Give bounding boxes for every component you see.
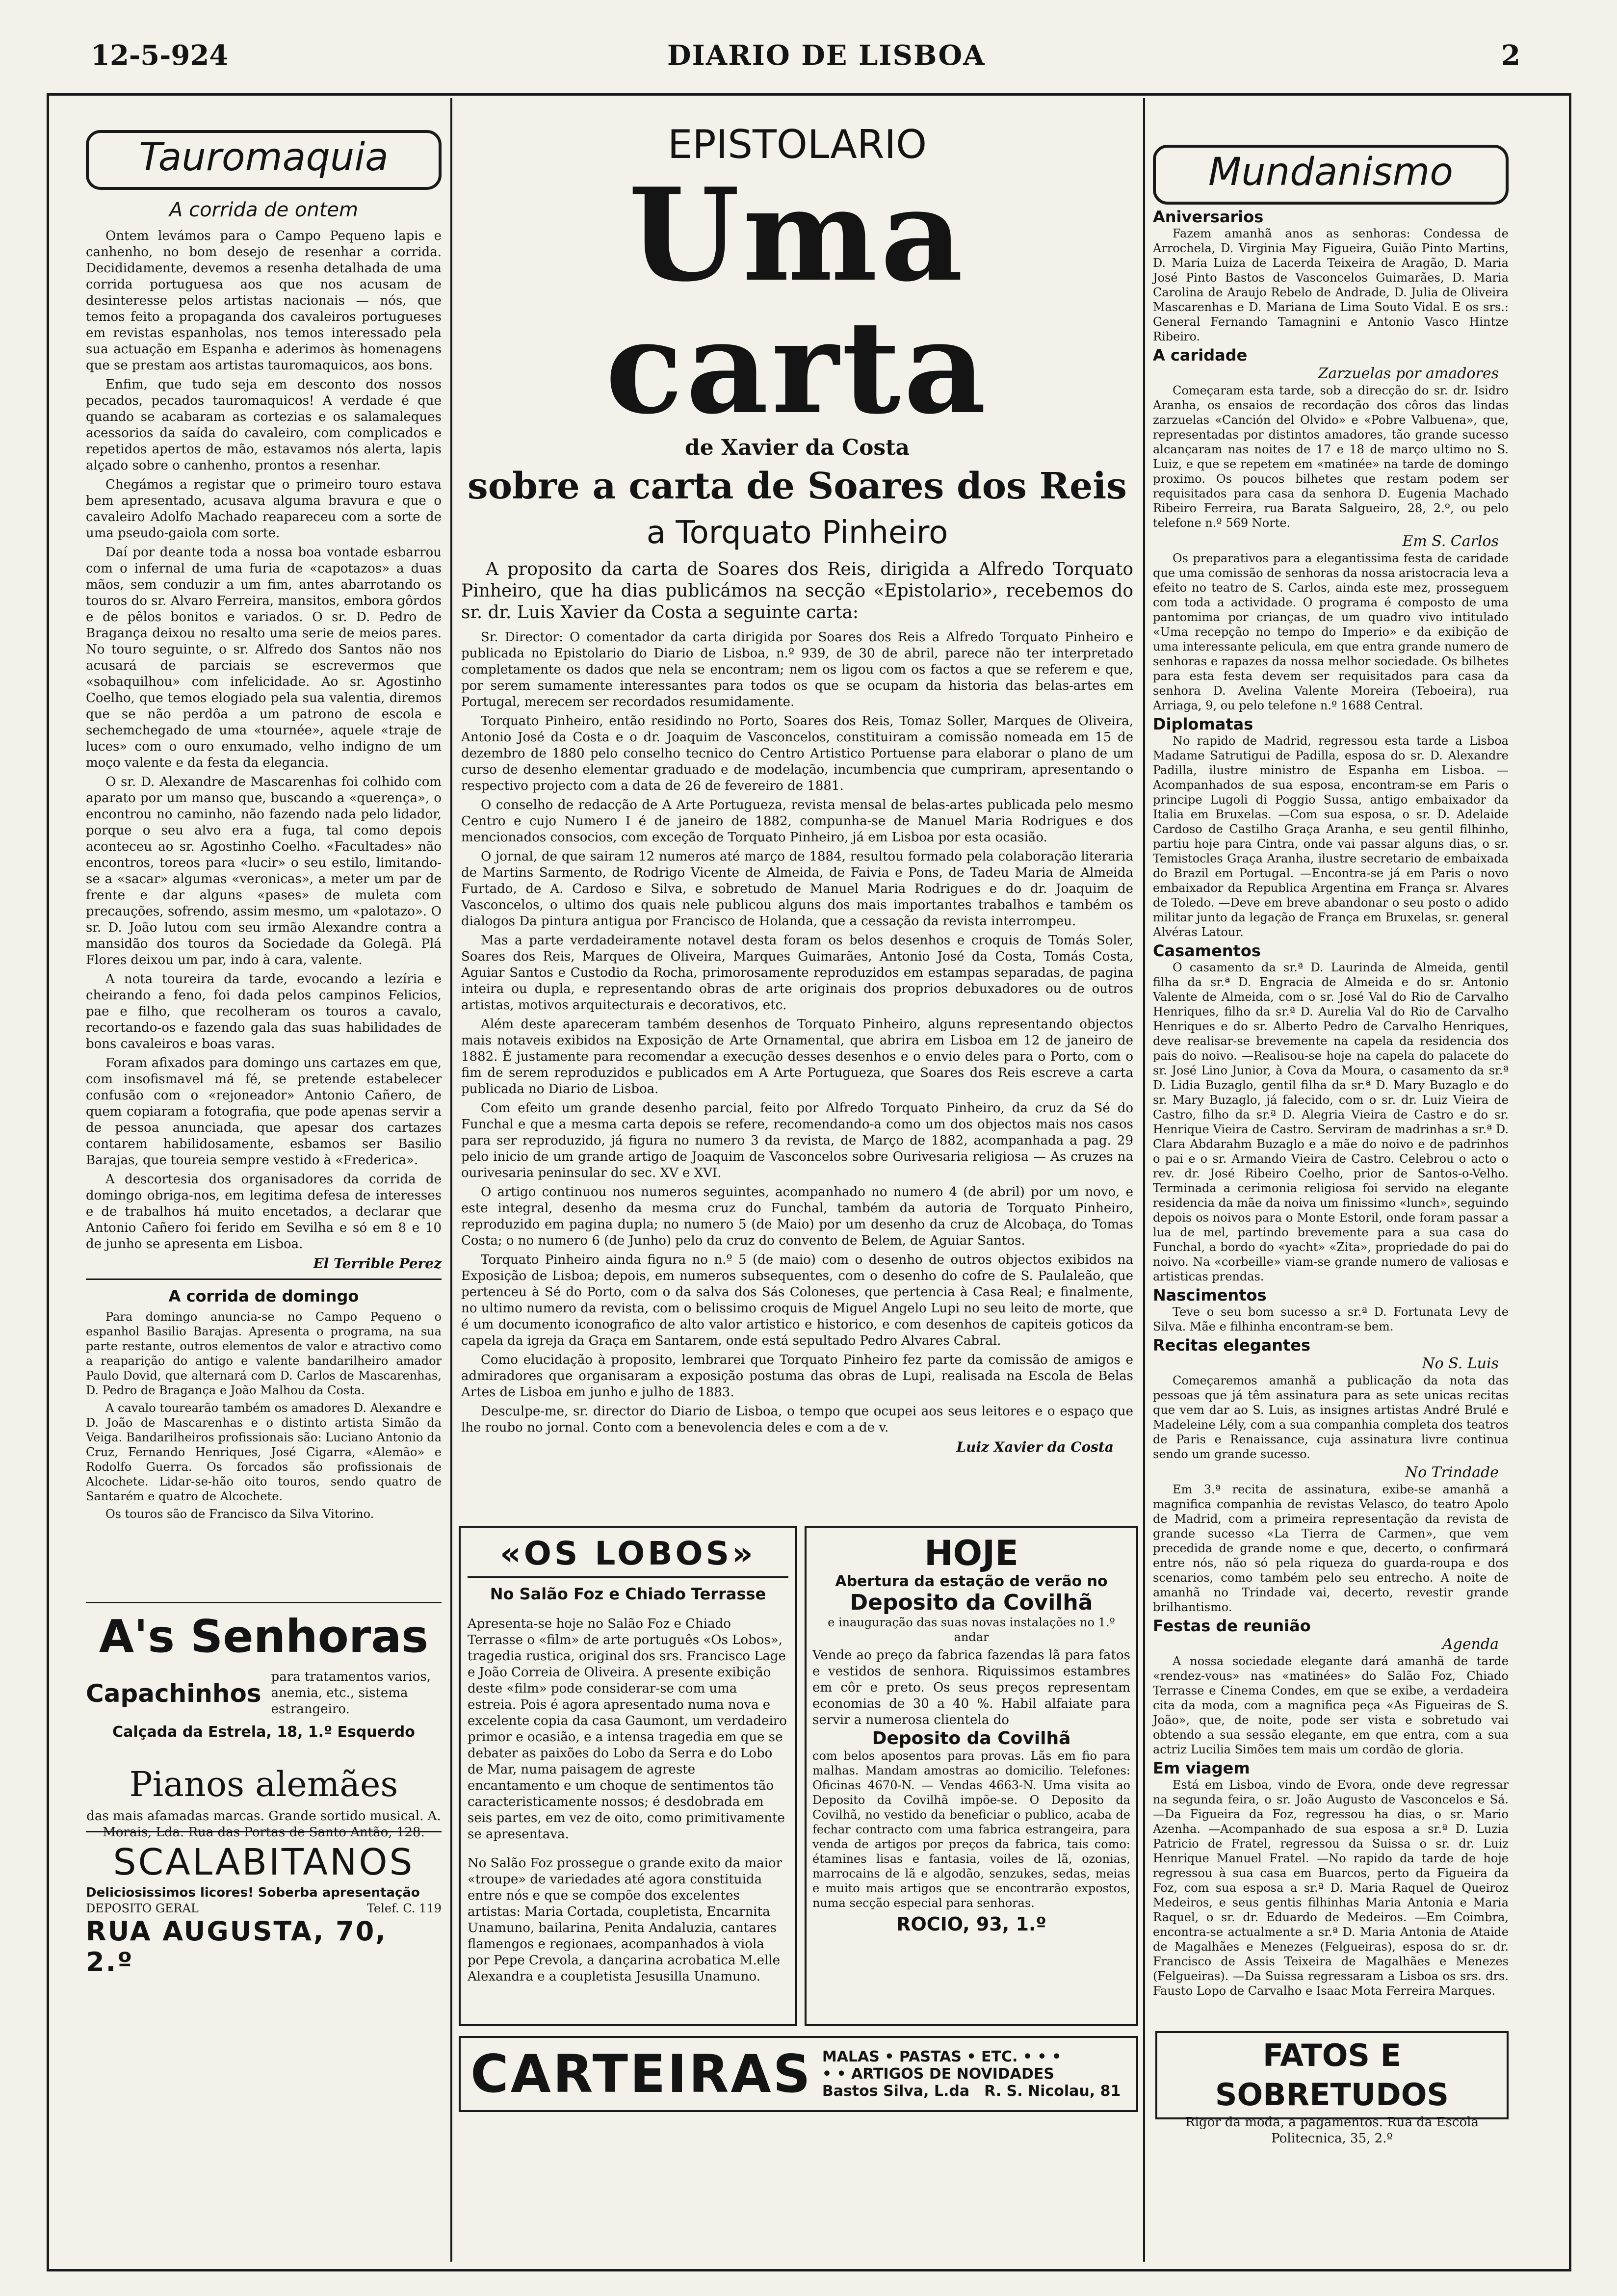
society-section-text: No rapido de Madrid, regressou esta tarde a Lisboa Madame Satrutigui de Padilla, esposa do sr. D. Alexandre Padilla, ilustre ministro de Espanha em Lisboa. —Acompanhados de sua esposa, encontram-se em Paris o principe Lugoli di Poggio Sussa, antigo embaixador da Italia em Bruxelas. —Com sua esposa, o sr. D. Adelaide Cardoso de Castilho Graça Aranha, e seu gentil filhinho, partiu hoje para Cintra, onde vai passar alguns dias, o sr. Temistocles Graça Aranha, ilustre secretario de embaixada do Brazil em Portugal. —Encontra-se já em Paris o novo embaixador da Republica Argentina em França sr. Alvares de Toledo. —Deve em breve abandonar o seu posto o adido militar junto da legação de França em Bruxelas, sr. general Alvéras Latour. xyxy=(1153,734,1509,939)
ad-os-lobos xyxy=(459,1526,797,2026)
society-section-title: Festas de reunião xyxy=(1153,1617,1311,1635)
ad-scalabitanos-deposit: DEPOSITO GERAL xyxy=(86,1902,199,1915)
ad-os-lobos-title: «OS LOBOS» xyxy=(500,1535,756,1572)
society-section-text: O casamento da sr.ª D. Laurinda de Almeida, gentil filha da sr.ª D. Engracia de Almeida e do sr. Antonio Valente de Almeida, com o sr. José Val do Rio de Carvalho Henriques, filho da sr.ª D. Aurelia Val do Rio de Carvalho Henriques e do sr. Alberto Pedro de Carvalho Henriques, deve realisar-se brevemente na capela da residencia dos pais do noivo. —Realisou-se hoje na capela do palacete do sr. José Lino Junior, à Cova da Moura, o casamento da sr.ª D. Lidia Buzaglo, gentil filha da sr.ª D. Mary Buzaglo e do sr. Mary Buzaglo, já falecido, com o sr. dr. Luiz Vieira de Castro, filho da sr.ª D. Alegria Vieira de Castro e do sr. Henrique Vieira de Castro. Serviram de madrinhas a sr.ª D. Clara Abdarahm Buzaglo e a mãe do noivo e de padrinhos o pai e o sr. Armando Vieira de Castro. Celebrou o acto o rev. dr. José Ribeiro Coelho, prior de Santos-o-Velho. Terminada a cerimonia religiosa foi servido na elegante residencia da mãe da noiva um finissimo «lunch», seguindo depois os noivos para o Monte Estoril, onde foram passar a lua de mel, partindo brevemente para a sua casa do Funchal, a bordo do «yacht» «Zita», propriedade do pai do noivo. Na «corbeille» viam-se grande numero de valiosas e artisticas prendas. xyxy=(1153,961,1509,1283)
ad-scalabitanos-phone: Telef. C. 119 xyxy=(366,1902,442,1915)
paragraph: Mas a parte verdadeiramente notavel desta foram os belos desenhos e croquis de Tomás Soler, Soares dos Reis, Marques de Oliveira, Marques Guimarães, Antonio José da Costa, Tomás Costa, Aguiar Santos e Custodio da Rocha, primorosamente reproduzidos em estampas separadas, de pagina inteira ou dupla, e representando obras de arte originais dos proprios debuxadores ou de outros artistas, motivos arquitecturais e decorativos, etc. xyxy=(461,933,1133,1013)
ad-carteiras xyxy=(459,2036,1138,2112)
masthead: DIARIO DE LISBOA xyxy=(667,39,986,72)
ad-fatos-text: Rigor da moda, a pagamentos. Rua da Escola Politecnica, 35, 2.º xyxy=(1185,2115,1479,2146)
divider xyxy=(86,1278,442,1280)
epistolario-kicker: EPISTOLARIO xyxy=(667,122,927,167)
society-section-text: A nossa sociedade elegante dará amanhã de tarde «rendez-vous» nas «matinées» do Salão Foz, Chiado Terrasse e Cinema Condes, em que se exibe, a verdadeira cita da moda, com a magnifica peça «As Figueiras de S. João», que, de noite, pode ser vista e sobretudo vai obtendo a sua sessão elegante, em que entra, com a sua actriz Lucilia Simões tem mais um cordão de gloria. xyxy=(1153,1654,1509,1756)
page-number: 2 xyxy=(1501,39,1520,72)
society-section-text: Teve o seu bom sucesso a sr.ª D. Fortunata Levy de Silva. Mãe e filhinha encontram-se bem. xyxy=(1153,1305,1509,1333)
ad-os-lobos-text xyxy=(468,1616,788,1985)
paragraph: Como elucidação à proposito, lembrarei que Torquato Pinheiro fez parte da comissão de amigos e admiradores que organisaram a exposição postuma das obras de Lupi, realisada na Escola de Belas Artes de Lisboa em junho e julho de 1883. xyxy=(461,1353,1133,1400)
ad-hoje-body: Vende ao preço da fabrica fazendas lã para fatos e vestidos de senhora. Riquissimos estambres em côr e preto. Os seus preços representam economias de 30 a 40 %. Habil alfaiate para servir a numerosa clientela do xyxy=(812,1648,1130,1727)
letter-body xyxy=(461,629,1133,1436)
society-section-text: Fazem amanhã anos as senhoras: Condessa de Arrochela, D. Virginia May Figueira, Guião Pinto Martins, D. Maria Luiza de Lacerda Teixeira de Aragão, D. Maria José Pinto Bastos de Vasconcelos Guimarães, D. Maria Carolina de Araujo Rebelo de Andrade, D. Julia de Oliveira Mascarenhas e D. Mariana de Lima Souto Vidal. E os srs.: General Fernando Tamagnini e Antonio Vasco Hintze Ribeiro. xyxy=(1153,227,1509,343)
ad-pianos-title: Pianos alemães xyxy=(129,1764,398,1804)
society-section-title: Aniversarios xyxy=(1153,208,1264,226)
ad-hoje-line2: Deposito da Covilhã xyxy=(850,1590,1093,1615)
ad-pianos-text: das mais afamadas marcas. Grande sortido musical. A. Morais, Lda. Rua das Portas de Santo Antão, 128. xyxy=(86,1809,441,1840)
sunday-article xyxy=(86,1309,442,1521)
ad-scalabitanos xyxy=(86,1840,442,1978)
ad-senhoras-text: para tratamentos varios, anemia, etc., sistema estrangeiro. xyxy=(271,1670,431,1717)
society-section-title: No Trindade xyxy=(1405,1464,1499,1481)
paragraph: Torquato Pinheiro, então residindo no Porto, Soares dos Reis, Tomaz Soller, Marques de Oliveira, Antonio José da Costa e o dr. Joaquim de Vasconcelos, constituiram a comissão nomeada em 15 de dezembro de 1880 pelo conselho tecnico do Centro Artistico Portuense para elaborar o plano de um curso de desenho elementar graduado e de modelação, incumbencia que cumpriram, apresentando o respectivo projecto com a data de 26 de fevereiro de 1881. xyxy=(461,714,1133,793)
paragraph: O sr. D. Alexandre de Mascarenhas foi colhido com aparato por um manso que, buscando a «querença», o encontrou no caminho, não fazendo nada pelo lidador, porque o seu alvo era a fuga, tal como depois aconteceu ao sr. Agostinho Coelho. «Facultades» não encontros, toreos para «lucir» o seu estilo, limitando-se a «sacar» algumas «veronicas», a meter um par de frente e dar alguns «pases» de muleta com precauções, sofrendo, assim mesmo, um «palotazo». O sr. D. João lutou com seu irmão Alexandre contra a mansidão dos touros da Sociedade da Golegã. Plá Flores deixou um par, indo à cara, valente. xyxy=(86,775,442,967)
ad-hoje-line1: Abertura da estação de verão no xyxy=(835,1573,1108,1590)
header-date: 12-5-924 xyxy=(91,39,229,72)
center-column xyxy=(461,120,1133,1509)
ad-carteiras-address: R. S. Nicolau, 81 xyxy=(984,2083,1121,2100)
ad-fatos xyxy=(1155,2031,1509,2146)
ad-hoje-line3: Deposito da Covilhã xyxy=(872,1728,1071,1748)
ad-hoje-address: ROCIO, 93, 1.º xyxy=(896,1913,1046,1935)
ad-carteiras-store: Bastos Silva, L.da xyxy=(822,2083,970,2100)
sunday-subheading: A corrida de domingo xyxy=(168,1287,359,1305)
paragraph: Desculpe-me, sr. director do Diario de Lisboa, o tempo que ocupei aos seus leitores e o espaço que lhe roubo no jornal. Conto com a benevolencia deles e com a de v. xyxy=(461,1404,1133,1435)
paragraph: Os touros são de Francisco da Silva Vitorino. xyxy=(105,1507,374,1521)
society-section-text: Começaram esta tarde, sob a direcção do sr. dr. Isidro Aranha, os ensaios de recordação dos côros das lindas zarzuelas «Canción del Olvido» e «Pobre Valbuena», que, representadas por distintos amadores, tão grande sucesso alcançaram nas noites de 17 e 18 de março ultimo no S. Luiz, e que se repetem em «matinée» na tarde de domingo proximo. Os poucos bilhetes que restam podem ser requisitados para casa da senhora D. Eugenia Machado Ribeiro Ferreira, rua Barata Salgueiro, 28, 2.º, ou pelo telefone n.º 569 Norte. xyxy=(1153,384,1509,530)
society-notes xyxy=(1153,209,1509,1998)
letter-signature: Luiz Xavier da Costa xyxy=(956,1439,1114,1455)
ad-scalabitanos-line: Deliciosissimos licores! Soberba apresentação xyxy=(86,1885,420,1900)
ad-carteiras-line1: MALAS • PASTAS • ETC. • • • xyxy=(822,2048,1062,2065)
ad-senhoras-title: A's Senhoras xyxy=(99,1610,429,1663)
column-divider-left xyxy=(450,98,452,2262)
right-column xyxy=(1153,145,1509,2007)
ad-hoje-title: HOJE xyxy=(924,1533,1018,1573)
paragraph: Chegámos a registar que o primeiro touro estava bem apresentado, acusava alguma bravura e que o cavaleiro Adolfo Machado reapareceu com a sorte de uma pseudo-gaiola com sorte. xyxy=(86,477,442,541)
ad-hoje-body2: com belos aposentos para provas. Lãs em fio para malhas. Mandam amostras ao domicilio. Telefones: Oficinas 4670-N. — Vendas 4663-N. Uma visita ao Deposito da Covilhã impõe-se. O Deposito da Covilhã, no vestido da beneficiar o publico, acaba de fechar contracto com uma fabrica estrangeira, para venda de artigos por preços da fabrica, tais como: étamines lisas e fantasia, voiles de lã, ozonias, marrocains de lã e algodão, senzukes, sedas, meias e muito mais artigos que se encontrarão expostos, numa secção especial para senhoras. xyxy=(812,1749,1130,1910)
paragraph: Além deste apareceram também desenhos de Torquato Pinheiro, alguns representando objectos mais notaveis exibidos na Exposição de Arte Ornamental, que abrira em Lisboa em 12 de janeiro de 1882. É justamente para recomendar a execução desses desenhos e o envio deles para o Porto, com o fim de serem reproduzidos e publicados em A Arte Portugueza, que Soares dos Reis escreve a carta publicada no Diario de Lisboa. xyxy=(461,1017,1133,1096)
paragraph: Apresenta-se hoje no Salão Foz e Chiado Terrasse o «film» de arte português «Os Lobos», tragedia rustica, original dos srs. Francisco Lage e João Correia de Oliveira. A presente exibição deste «film» pode considerar-se com uma estreia. Pois é agora apresentado numa nova e excelente copia da casa Gaumont, um verdadeiro primor e ocasião, e a intensa tragedia em que se debater as paixões do Lobo da Serra e do Lobo de Mar, numa paisagem de agreste encantamento e um choque de sentimentos tão caracteristicamente nossos; é desdobrada em seis partes, em vez de oito, como primitivamente se apresentava. xyxy=(468,1617,787,1842)
paragraph: Para domingo anuncia-se no Campo Pequeno o espanhol Basilio Barajas. Apresenta o programa, na sua parte restante, outros elementos de valor e atractivo como a reaparição do antigo e valente bandarilheiro amador Paulo Dovid, que alternará com D. Carlos de Mascarenhas, D. Pedro de Bragança e João Malhou da Costa. xyxy=(86,1310,442,1397)
ad-fatos-title: FATOS E SOBRETUDOS xyxy=(1215,2037,1449,2113)
society-section-title: No S. Luis xyxy=(1422,1355,1499,1372)
tauromaquia-heading: Tauromaquia xyxy=(86,130,442,190)
paragraph: A descortesia dos organisadores da corrida de domingo obriga-nos, em legitima defesa de interesses e de trabalhos há muito encetados, a declarar que Antonio Cañero foi ferido em Sevilha e só em 8 e 10 de junho se apresenta em Lisboa. xyxy=(86,1172,442,1252)
mundanismo-heading: Mundanismo xyxy=(1153,145,1509,205)
ad-senhoras-address: Calçada da Estrela, 18, 1.º Esquerdo xyxy=(112,1723,415,1741)
paragraph: Sr. Director: O comentador da carta dirigida por Soares dos Reis a Alfredo Torquato Pinheiro e publicada no Epistolario do Diario de Lisboa, n.º 939, de 30 de abril, parece não ter interpretado completamente os dados que nela se encontram; nem os ligou com os factos a que se referem e que, por serem sumamente interessantes para todos os que se ocupam da historia das belas-artes em Portugal, merecem ser recordados resumidamente. xyxy=(461,630,1133,709)
ad-os-lobos-sub: No Salão Foz e Chiado Terrasse xyxy=(490,1585,766,1603)
ad-senhoras-brand: Capachinhos xyxy=(86,1679,261,1708)
headline: Uma carta xyxy=(605,160,990,443)
ad-hoje-text: e inauguração das suas novas instalações no 1.º andar xyxy=(828,1616,1115,1644)
byline: de Xavier da Costa xyxy=(684,435,910,460)
paragraph: Com efeito um grande desenho parcial, feito por Alfredo Torquato Pinheiro, da cruz da Sé do Funchal e que a mesma carta depois se refere, recomendando-a como um dos objectos mais nos casos para ser reproduzido, já figura no numero 3 da revista, de Março de 1882, acompanhada a pag. 29 pelo inicio de um grande artigo de Joaquim de Vasconcelos sobre Ourivesaria religiosa — As cruzes na ourivesaria peninsular do sec. XV e XVI. xyxy=(461,1101,1133,1180)
column-divider-right xyxy=(1143,98,1145,2262)
ad-senhoras xyxy=(86,1602,442,1840)
paragraph: Ontem levámos para o Campo Pequeno lapis e canhenho, no bom desejo de resenhar a corrida. Decididamente, devemos a resenha detalhada de uma corrida portuguesa aos que nos acusam de desinteresse pelos artistas nacionais — nós, que temos feito a propaganda dos cavaleiros portugueses em revistas espanholas, nos temos interessado pela sua actuação em Espanha e aderimos às homenagens que se prestam aos artistas tauromaquicos, aos bons. xyxy=(86,229,442,373)
paragraph: A cavalo tourearão também os amadores D. Alexandre e D. João de Mascarenhas e o distinto artista Simão da Veiga. Bandarilheiros profissionais são: Luciano Antonio da Cruz, Fernando Henriques, José Cigarra, «Alemão» e Rodolfo Guerra. Os forcados são profissionais de Alcochete. Lidar-se-hão oito touros, sendo quatro de Santarém e quatro de Alcochete. xyxy=(86,1401,442,1503)
left-column xyxy=(86,130,442,1582)
ad-carteiras-title: CARTEIRAS xyxy=(470,2044,812,2104)
society-section-title: Em S. Carlos xyxy=(1402,533,1499,550)
paragraph: Foram afixados para domingo uns cartazes em que, com insofismavel má fé, se pretende estabelecer confusão com o «rejoneador» Antonio Cañero, de quem copiaram a fotografia, que pode apenas servir a de pessoa anunciada, que apesar dos cartazes contarem habilidosamente, esbamos ser Basilio Barajas, que toureia sempre vestido à «Frederica». xyxy=(86,1056,442,1168)
bullfight-subheading: A corrida de ontem xyxy=(169,199,358,221)
society-section-title: Zarzuelas por amadores xyxy=(1318,365,1499,382)
deck-secondary: a Torquato Pinheiro xyxy=(646,515,948,551)
ad-scalabitanos-title: SCALABITANOS xyxy=(113,1841,415,1883)
society-section-title: Em viagem xyxy=(1153,1759,1250,1777)
paragraph: O conselho de redacção de A Arte Portugueza, revista mensal de belas-artes publicada pelo mesmo Centro e cujo Numero I é de janeiro de 1882, compunha-se de Manuel Maria Rodrigues e dos mencionados consocios, com exceção de Torquato Pinheiro, já em Lisboa por esta ocasião. xyxy=(461,798,1133,845)
ad-hoje xyxy=(805,1526,1138,2026)
society-section-title: Nascimentos xyxy=(1153,1286,1267,1305)
divider xyxy=(468,1576,788,1578)
deck: sobre a carta de Soares dos Reis xyxy=(468,465,1127,507)
society-section-title: Casamentos xyxy=(1153,941,1261,960)
society-section-text: Os preparativos para a elegantissima festa de caridade que uma comissão de senhoras da nossa aristocracia leva a efeito no teatro de S. Carlos, ainda este mez, prosseguem com toda a actividade. O programa é composto de uma pantomima por crianças, de um quadro vivo intitulado «Uma recepção no tempo do Imperio» e da exibição de uma interessante pelicula, em que entra grande numero de senhoras e rapazes da nossa melhor sociedade. Os bilhetes para esta festa devem ser requisitados para casa da senhora D. Avelina Valente Moreira (Teboeira), rua Arriaga, 9, ou pelo telefone n.º 1688 Central. xyxy=(1153,551,1509,712)
bullfight-article xyxy=(86,228,442,1252)
paragraph: A nota toureira da tarde, evocando a lezíria e cheirando a feno, foi dada pelos campinos Felicios, pae e filho, que recolheram os touros a cavalo, recortando-os e fazendo gala das suas habilidades de bons cavaleiros e boas varas. xyxy=(86,972,442,1051)
society-section-text: Começaremos amanhã a publicação da nota das pessoas que já têm assinatura para as sete unicas recitas que vem dar ao S. Luis, as insignes artistas André Brulé e Madeleine Lély, com a sua companhia completa dos teatros de Paris e Renaissance, cuja assinatura livre continua sendo um grande sucesso. xyxy=(1153,1374,1509,1461)
paragraph: Daí por deante toda a nossa boa vontade esbarrou com o infernal de uma furia de «capotazos» a duas mãos, sem conduzir a um fim, antes abarrotando os touros do sr. Alvaro Ferreira, mansitos, embora gôrdos e de pêlos bonitos e variados. O sr. D. Pedro de Bragança deixou no resalto uma serie de meios pares. No touro seguinte, o sr. Alfredo dos Santos não nos acusará de parciais se escrevermos que «sobaquilhou» com infelicidade. Ao sr. Agostinho Coelho, que temos elogiado pela sua valentia, diremos que se não perdôa a um patrono de escola e sechemchegado de uma «tournée», aquele «traje de luces» com o ouro enxumado, velho indigno de um moço valente e da festa da elegancia. xyxy=(86,545,442,770)
ad-carteiras-line2: • • ARTIGOS DE NOVIDADES xyxy=(822,2065,1055,2083)
paragraph: Torquato Pinheiro ainda figura no n.º 5 (de maio) com o desenho de outros objectos exibidos na Exposição de Lisboa; depois, em numeros subsequentes, com o desenho do cofre de S. Paulaleão, que pertenceu à Sé do Porto, com o da salva dos Sás Coloneses, que pertencia à Casa Real; e finalmente, no ultimo numero da revista, com o belissimo croquis de Miguel Angelo Lupi no seu leito de morte, que é um documento iconografico de alto valor artistico e historico, e com desenhos de capiteis goticos da capela da igreja da Graça em Santarem, onde está sepultado Pedro Alvares Cabral. xyxy=(461,1252,1133,1348)
paragraph: Enfim, que tudo seja em desconto dos nossos pecados, pecados tauromaquicos! A verdade é que quando se acabaram as cortezias e os salamaleques acessorios da saída do cavaleiro, com complicados e repetidos apertos de mão, estavamos nós alerta, lapis alçado sobre o canhenho, prontos a resenhar. xyxy=(86,377,442,473)
society-section-text: Está em Lisboa, vindo de Evora, onde deve regressar na segunda feira, o sr. João Augusto de Vasconcelos e Sá. —Da Figueira da Foz, regressou ha dias, o sr. Mario Azenha. —Acompanhado de sua esposa a sr.ª D. Luzia Patricio de Fratel, regressou da Suissa o sr. dr. Luiz Henrique Manuel Fratel. —No rapido da tarde de hoje regressou à sua casa em Buarcos, perto da Figueira da Foz, com sua esposa a sr.ª D. Maria Raquel de Queiroz Medeiros, e seus gentis filhinhas Maria Antonia e Maria Raquel, o sr. dr. Eduardo de Medeiros. —Em Coimbra, encontra-se actualmente a sr.ª D. Maria Antonia de Ataide de Magalhães e Menezes (Felgueiras), esposa do sr. dr. Francisco de Assis Teixeira de Magalhães e Menezes (Felgueiras). —Da Suissa regressaram a Lisboa os srs. drs. Fausto Lopo de Carvalho e Isaac Mota Ferreira Marques. xyxy=(1153,1778,1509,1998)
society-section-text: Em 3.ª recita de assinatura, exibe-se amanhã a magnifica companhia de revistas Velasco, do teatro Apolo de Madrid, com a primeira representação da revista de grande sucesso «La Tierra de Carmen», que vem precedida de grande nome e que, decerto, o confirmará entre nós, não só pela riqueza do guarda-roupa e dos scenarios, como também pelo seu entrecho. A noite de amanhã no Trindade vai, decerto, revestir grande brilhantismo. xyxy=(1153,1483,1509,1614)
paragraph: O artigo continuou nos numeros seguintes, acompanhado no numero 4 (de abril) por um novo, e este integral, desenho da mesma cruz do Funchal, também da autoria de Torquato Pinheiro, reproduzido em pagina dupla; no numero 5 (de Maio) por um desenho da cruz de Alcobaça, do Tomas Costa; o no numero 6 (de Junho) pelo da cruz do convento de Belem, de Aguiar Santos. xyxy=(461,1185,1133,1248)
society-section-title: Recitas elegantes xyxy=(1153,1336,1311,1355)
lead-paragraph: A proposito da carta de Soares dos Reis, dirigida a Alfredo Torquato Pinheiro, que ha dias publicámos na secção «Epistolario», recebemos do sr. dr. Luis Xavier da Costa a seguinte carta: xyxy=(461,559,1133,623)
society-section-title: A caridade xyxy=(1153,346,1248,365)
society-section-title: Agenda xyxy=(1442,1636,1499,1653)
paragraph: No Salão Foz prossegue o grande exito da maior «troupe» de variedades até agora constituida entre nós e que se compõe dos excelentes artistas: Maria Cortada, coupletista, Encarnita Unamuno, bailarina, Penita Andaluzia, cantares flamengos e regionaes, acompanhados à viola por Pepe Crevola, a dançarina acrobatica M.elle Alexandra e a coupletista Jesusilla Unamuno. xyxy=(468,1856,782,1984)
society-section-title: Diplomatas xyxy=(1153,715,1253,733)
signature: El Terrible Perez xyxy=(313,1255,442,1272)
paragraph: O jornal, de que sairam 12 numeros até março de 1884, resultou formado pela colaboração literaria de Martins Sarmento, de Rodrigo Vicente de Almeida, de Faivia e Pons, de Tadeu Maria de Almeida Furtado, de A. Cardoso e Silva, e sobretudo de Manuel Maria Rodrigues e do dr. Joaquim de Vasconcelos, o ultimo dos quais nele publicou alguns dos mais importantes trabalhos e também os dialogos Da pintura antigua por Francisco de Holanda, que a cessação da revista interrompeu. xyxy=(461,849,1133,929)
ad-scalabitanos-address: RUA AUGUSTA, 70, 2.º xyxy=(86,1916,387,1978)
